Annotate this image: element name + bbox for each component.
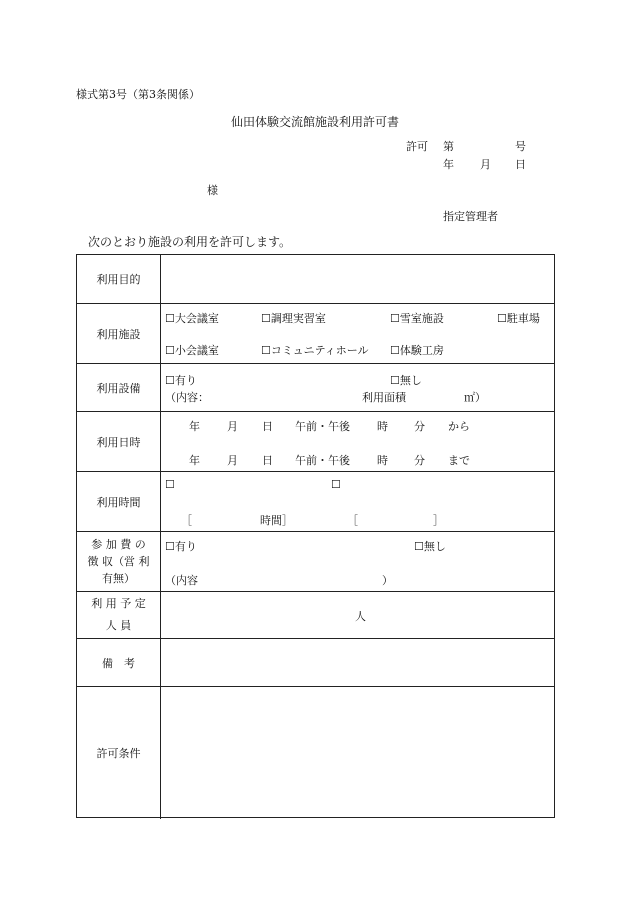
permit-label: 許可 — [406, 140, 428, 153]
fee-content-close: ） — [382, 574, 393, 587]
facility-option-parking[interactable]: ☐駐車場 — [497, 312, 540, 325]
datetime-end-year: 年 — [189, 454, 200, 467]
datetime-start-month: 月 — [227, 420, 238, 433]
row-conditions — [77, 686, 554, 819]
equipment-label: 利用設備 — [77, 364, 161, 411]
equipment-area-unit: ㎡） — [464, 391, 486, 404]
datetime-start-day: 日 — [262, 420, 273, 433]
date-day: 日 — [515, 158, 526, 171]
people-label-line2: 人 員 — [105, 619, 132, 632]
datetime-end-month: 月 — [227, 454, 238, 467]
datetime-start-year: 年 — [189, 420, 200, 433]
facility-option-large-meeting-room[interactable]: ☐大会議室 — [165, 312, 219, 325]
people-label-line1: 利 用 予 定 — [91, 597, 146, 610]
fee-label — [77, 532, 161, 591]
facility-option-community-hall[interactable]: ☐コミュニティホール — [261, 344, 369, 357]
row-people — [77, 591, 554, 638]
intro-text: 次のとおり施設の利用を許可します。 — [88, 235, 292, 249]
facility-option-small-meeting-room[interactable]: ☐小会議室 — [165, 344, 219, 357]
datetime-end-day: 日 — [262, 454, 273, 467]
fee-label-line2: 徴 収（営 利 — [87, 555, 150, 568]
datetime-from: から — [448, 420, 470, 433]
purpose-label: 利用目的 — [77, 255, 161, 303]
facility-label: 利用施設 — [77, 304, 161, 363]
facility-option-cooking-room[interactable]: ☐調理実習室 — [261, 312, 326, 325]
row-duration — [77, 471, 554, 531]
equipment-no-checkbox[interactable]: ☐無し — [390, 374, 422, 387]
equipment-content: （内容： — [165, 391, 209, 404]
date-month: 月 — [480, 158, 491, 171]
page-title: 仙田体験交流館施設利用許可書 — [231, 115, 400, 129]
datetime-start-ampm: 午前・午後 — [295, 420, 350, 433]
row-facility — [77, 303, 554, 363]
equipment-yes-checkbox[interactable]: ☐有り — [165, 374, 197, 387]
addressee-suffix: 様 — [207, 184, 218, 197]
duration-bracket-2-close: ］ — [433, 514, 444, 527]
duration-checkbox-2[interactable]: ☐ — [331, 478, 341, 491]
equipment-area-label: 利用面積 — [362, 391, 406, 404]
conditions-label: 許可条件 — [77, 687, 161, 819]
duration-bracket-2-open: ［ — [347, 514, 358, 527]
permit-dai: 第 — [443, 140, 454, 153]
datetime-start-hour: 時 — [377, 420, 388, 433]
row-remarks — [77, 638, 554, 686]
row-fee — [77, 531, 554, 591]
manager-label: 指定管理者 — [443, 210, 498, 223]
fee-label-line1: 参 加 費 の — [91, 538, 146, 551]
duration-bracket-1-close: 時間］ — [260, 514, 293, 527]
datetime-label: 利用日時 — [77, 412, 161, 471]
fee-yes-checkbox[interactable]: ☐有り — [165, 540, 197, 553]
fee-content-open: （内容 — [165, 574, 198, 587]
facility-option-snow-room[interactable]: ☐雪室施設 — [390, 312, 444, 325]
duration-label: 利用時間 — [77, 472, 161, 531]
date-year: 年 — [443, 158, 454, 171]
permit-form-table — [76, 254, 555, 818]
permit-go: 号 — [515, 140, 526, 153]
fee-no-checkbox[interactable]: ☐無し — [414, 540, 446, 553]
datetime-start-minute: 分 — [414, 420, 425, 433]
remarks-label: 備 考 — [77, 639, 161, 686]
people-label — [77, 592, 161, 638]
duration-bracket-1-open: ［ — [181, 514, 192, 527]
row-purpose — [77, 255, 554, 303]
datetime-end-ampm: 午前・午後 — [295, 454, 350, 467]
datetime-end-minute: 分 — [414, 454, 425, 467]
fee-label-line3: 有無） — [102, 572, 135, 585]
facility-option-workshop[interactable]: ☐体験工房 — [390, 344, 444, 357]
form-number: 様式第3号（第3条関係） — [76, 88, 200, 101]
row-equipment — [77, 363, 554, 411]
datetime-to: まで — [448, 454, 470, 467]
datetime-end-hour: 時 — [377, 454, 388, 467]
people-unit: 人 — [355, 610, 366, 623]
duration-checkbox-1[interactable]: ☐ — [165, 478, 175, 491]
row-datetime — [77, 411, 554, 471]
